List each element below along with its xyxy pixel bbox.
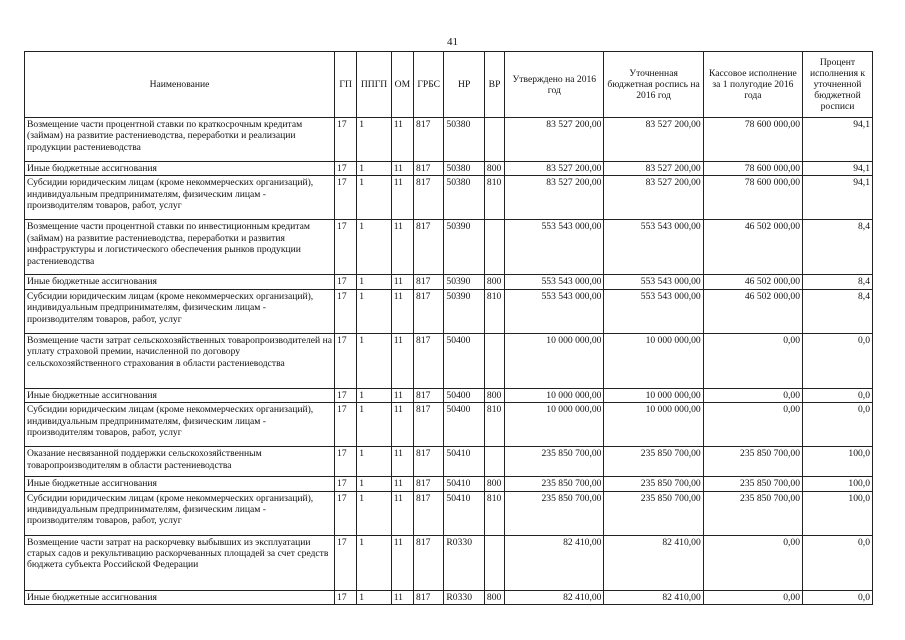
- cell-gp: 17: [335, 535, 357, 590]
- table-row: [25, 403, 873, 447]
- cell-np: 50410: [444, 477, 485, 491]
- table-row: [25, 333, 873, 388]
- cell-om: 11: [391, 289, 413, 333]
- cell-np: 50390: [444, 275, 485, 289]
- cell-np: 50400: [444, 403, 485, 447]
- cell-grbs: 817: [414, 491, 444, 535]
- cell-cash: 46 502 000,00: [703, 275, 802, 289]
- table-row: [25, 176, 873, 220]
- cell-approved: 83 527 200,00: [505, 118, 604, 162]
- cell-approved: 82 410,00: [505, 535, 604, 590]
- table-row: [25, 289, 873, 333]
- cell-cash: 78 600 000,00: [703, 176, 802, 220]
- cell-np: 50400: [444, 333, 485, 388]
- cell-np: 50410: [444, 491, 485, 535]
- cell-approved: 83 527 200,00: [505, 176, 604, 220]
- cell-gp: 17: [335, 220, 357, 275]
- cell-name: Иные бюджетные ассигнования: [25, 477, 335, 491]
- cell-vr: 810: [484, 491, 504, 535]
- cell-vr: 810: [484, 176, 504, 220]
- table-row: [25, 220, 873, 275]
- cell-name: Субсидии юридическим лицам (кроме некоммерческих организаций), индивидуальным предпринимателям, физическим лицам - производителям товаров, работ, услуг: [25, 491, 335, 535]
- header-om: ОМ: [391, 52, 413, 118]
- table-row: [25, 388, 873, 402]
- header-refined: Уточненная бюджетная роспись на 2016 год: [604, 52, 703, 118]
- cell-np: 50390: [444, 220, 485, 275]
- cell-refined: 235 850 700,00: [604, 477, 703, 491]
- cell-vr: 810: [484, 403, 504, 447]
- cell-approved: 82 410,00: [505, 590, 604, 604]
- header-approved: Утверждено на 2016 год: [505, 52, 604, 118]
- cell-name: Субсидии юридическим лицам (кроме некоммерческих организаций), индивидуальным предпринимателям, физическим лицам - производителям товаров, работ, услуг: [25, 176, 335, 220]
- cell-percent: 8,4: [803, 220, 873, 275]
- cell-percent: 0,0: [803, 388, 873, 402]
- cell-name: Возмещение части затрат на раскорчевку выбывших из эксплуатации старых садов и рекультивацию раскорчеванных площадей за счет средств бюджета субъекта Российской Федерации: [25, 535, 335, 590]
- cell-name: Субсидии юридическим лицам (кроме некоммерческих организаций), индивидуальным предпринимателям, физическим лицам - производителям товаров, работ, услуг: [25, 289, 335, 333]
- cell-gp: 17: [335, 491, 357, 535]
- table-row: [25, 447, 873, 477]
- cell-ppgp: 1: [357, 333, 391, 388]
- cell-approved: 10 000 000,00: [505, 333, 604, 388]
- cell-np: 50380: [444, 118, 485, 162]
- cell-cash: 0,00: [703, 535, 802, 590]
- cell-om: 11: [391, 118, 413, 162]
- cell-percent: 100,0: [803, 447, 873, 477]
- cell-percent: 0,0: [803, 590, 873, 604]
- cell-gp: 17: [335, 403, 357, 447]
- cell-grbs: 817: [414, 162, 444, 176]
- cell-refined: 10 000 000,00: [604, 388, 703, 402]
- cell-cash: 0,00: [703, 403, 802, 447]
- cell-grbs: 817: [414, 289, 444, 333]
- cell-np: 50390: [444, 289, 485, 333]
- cell-grbs: 817: [414, 275, 444, 289]
- header-ppgp: ППГП: [357, 52, 391, 118]
- cell-name: Иные бюджетные ассигнования: [25, 388, 335, 402]
- cell-om: 11: [391, 447, 413, 477]
- cell-percent: 100,0: [803, 477, 873, 491]
- cell-cash: 0,00: [703, 590, 802, 604]
- cell-percent: 94,1: [803, 118, 873, 162]
- cell-om: 11: [391, 477, 413, 491]
- header-np: НР: [444, 52, 485, 118]
- cell-approved: 553 543 000,00: [505, 289, 604, 333]
- cell-name: Иные бюджетные ассигнования: [25, 590, 335, 604]
- cell-approved: 553 543 000,00: [505, 220, 604, 275]
- cell-grbs: 817: [414, 176, 444, 220]
- cell-grbs: 817: [414, 447, 444, 477]
- cell-vr: 800: [484, 388, 504, 402]
- cell-vr: 800: [484, 275, 504, 289]
- cell-gp: 17: [335, 388, 357, 402]
- cell-gp: 17: [335, 118, 357, 162]
- cell-percent: 8,4: [803, 289, 873, 333]
- cell-gp: 17: [335, 333, 357, 388]
- cell-refined: 82 410,00: [604, 535, 703, 590]
- cell-percent: 100,0: [803, 491, 873, 535]
- cell-om: 11: [391, 388, 413, 402]
- cell-vr: [484, 535, 504, 590]
- table-row: [25, 162, 873, 176]
- cell-om: 11: [391, 535, 413, 590]
- cell-refined: 83 527 200,00: [604, 176, 703, 220]
- cell-vr: 800: [484, 162, 504, 176]
- cell-ppgp: 1: [357, 162, 391, 176]
- header-percent: Процент исполнения к уточненной бюджетной росписи: [803, 52, 873, 118]
- cell-approved: 235 850 700,00: [505, 447, 604, 477]
- cell-vr: [484, 447, 504, 477]
- cell-om: 11: [391, 491, 413, 535]
- cell-vr: 800: [484, 590, 504, 604]
- cell-ppgp: 1: [357, 590, 391, 604]
- table-row: [25, 275, 873, 289]
- table-body: [25, 118, 873, 605]
- cell-ppgp: 1: [357, 220, 391, 275]
- cell-grbs: 817: [414, 403, 444, 447]
- table-row: [25, 535, 873, 590]
- cell-cash: 235 850 700,00: [703, 447, 802, 477]
- table-row: [25, 477, 873, 491]
- header-grbs: ГРБС: [414, 52, 444, 118]
- cell-np: 50380: [444, 162, 485, 176]
- budget-table: [24, 51, 873, 605]
- cell-ppgp: 1: [357, 447, 391, 477]
- cell-percent: 0,0: [803, 333, 873, 388]
- cell-om: 11: [391, 333, 413, 388]
- cell-ppgp: 1: [357, 176, 391, 220]
- cell-vr: [484, 333, 504, 388]
- cell-refined: 553 543 000,00: [604, 289, 703, 333]
- cell-refined: 83 527 200,00: [604, 162, 703, 176]
- cell-name: Иные бюджетные ассигнования: [25, 162, 335, 176]
- table-row: [25, 590, 873, 604]
- cell-cash: 235 850 700,00: [703, 491, 802, 535]
- cell-np: 50410: [444, 447, 485, 477]
- cell-grbs: 817: [414, 535, 444, 590]
- cell-grbs: 817: [414, 388, 444, 402]
- cell-np: R0330: [444, 535, 485, 590]
- cell-ppgp: 1: [357, 388, 391, 402]
- cell-np: R0330: [444, 590, 485, 604]
- cell-cash: 0,00: [703, 333, 802, 388]
- cell-gp: 17: [335, 447, 357, 477]
- cell-ppgp: 1: [357, 118, 391, 162]
- cell-cash: 46 502 000,00: [703, 220, 802, 275]
- cell-np: 50380: [444, 176, 485, 220]
- cell-refined: 235 850 700,00: [604, 491, 703, 535]
- cell-approved: 235 850 700,00: [505, 477, 604, 491]
- cell-cash: 0,00: [703, 388, 802, 402]
- cell-gp: 17: [335, 477, 357, 491]
- cell-grbs: 817: [414, 590, 444, 604]
- cell-gp: 17: [335, 176, 357, 220]
- cell-cash: 78 600 000,00: [703, 118, 802, 162]
- cell-vr: [484, 118, 504, 162]
- header-cash: Кассовое исполнение за 1 полугодие 2016 года: [703, 52, 802, 118]
- cell-grbs: 817: [414, 333, 444, 388]
- cell-name: Субсидии юридическим лицам (кроме некоммерческих организаций), индивидуальным предпринимателям, физическим лицам - производителям товаров, работ, услуг: [25, 403, 335, 447]
- cell-grbs: 817: [414, 220, 444, 275]
- cell-gp: 17: [335, 162, 357, 176]
- cell-name: Возмещение части процентной ставки по краткосрочным кредитам (займам) на развитие растениеводства, переработки и реализации продукции растениеводства: [25, 118, 335, 162]
- table-header-row: [25, 52, 873, 118]
- cell-approved: 10 000 000,00: [505, 388, 604, 402]
- cell-approved: 235 850 700,00: [505, 491, 604, 535]
- cell-refined: 10 000 000,00: [604, 403, 703, 447]
- cell-refined: 83 527 200,00: [604, 118, 703, 162]
- cell-cash: 235 850 700,00: [703, 477, 802, 491]
- cell-ppgp: 1: [357, 289, 391, 333]
- cell-percent: 94,1: [803, 162, 873, 176]
- cell-percent: 94,1: [803, 176, 873, 220]
- cell-approved: 83 527 200,00: [505, 162, 604, 176]
- cell-ppgp: 1: [357, 275, 391, 289]
- cell-cash: 78 600 000,00: [703, 162, 802, 176]
- header-name: Наименование: [25, 52, 335, 118]
- cell-gp: 17: [335, 590, 357, 604]
- cell-vr: 800: [484, 477, 504, 491]
- cell-om: 11: [391, 162, 413, 176]
- cell-grbs: 817: [414, 477, 444, 491]
- cell-om: 11: [391, 220, 413, 275]
- cell-name: Иные бюджетные ассигнования: [25, 275, 335, 289]
- cell-om: 11: [391, 590, 413, 604]
- table-row: [25, 118, 873, 162]
- cell-cash: 46 502 000,00: [703, 289, 802, 333]
- cell-om: 11: [391, 275, 413, 289]
- cell-approved: 553 543 000,00: [505, 275, 604, 289]
- cell-refined: 553 543 000,00: [604, 220, 703, 275]
- cell-ppgp: 1: [357, 535, 391, 590]
- cell-percent: 0,0: [803, 535, 873, 590]
- cell-refined: 235 850 700,00: [604, 447, 703, 477]
- cell-om: 11: [391, 403, 413, 447]
- cell-name: Возмещение части затрат сельскохозяйственных товаропроизводителей на уплату страховой премии, начисленной по договору сельскохозяйственного страхования в области растениеводства: [25, 333, 335, 388]
- cell-om: 11: [391, 176, 413, 220]
- cell-refined: 82 410,00: [604, 590, 703, 604]
- cell-approved: 10 000 000,00: [505, 403, 604, 447]
- page-number: 41: [447, 36, 458, 48]
- cell-vr: [484, 220, 504, 275]
- cell-gp: 17: [335, 289, 357, 333]
- cell-np: 50400: [444, 388, 485, 402]
- cell-ppgp: 1: [357, 477, 391, 491]
- cell-gp: 17: [335, 275, 357, 289]
- cell-percent: 8,4: [803, 275, 873, 289]
- cell-name: Оказание несвязанной поддержки сельскохозяйственным товаропроизводителям в области растениеводства: [25, 447, 335, 477]
- cell-percent: 0,0: [803, 403, 873, 447]
- cell-grbs: 817: [414, 118, 444, 162]
- cell-ppgp: 1: [357, 403, 391, 447]
- cell-vr: 810: [484, 289, 504, 333]
- cell-refined: 10 000 000,00: [604, 333, 703, 388]
- cell-name: Возмещение части процентной ставки по инвестиционным кредитам (займам) на развитие растениеводства, переработки и развития инфраструктуры и логистического обеспечения рынков продукции растениеводства: [25, 220, 335, 275]
- header-gp: ГП: [335, 52, 357, 118]
- cell-ppgp: 1: [357, 491, 391, 535]
- header-vr: ВР: [484, 52, 504, 118]
- table-row: [25, 491, 873, 535]
- cell-refined: 553 543 000,00: [604, 275, 703, 289]
